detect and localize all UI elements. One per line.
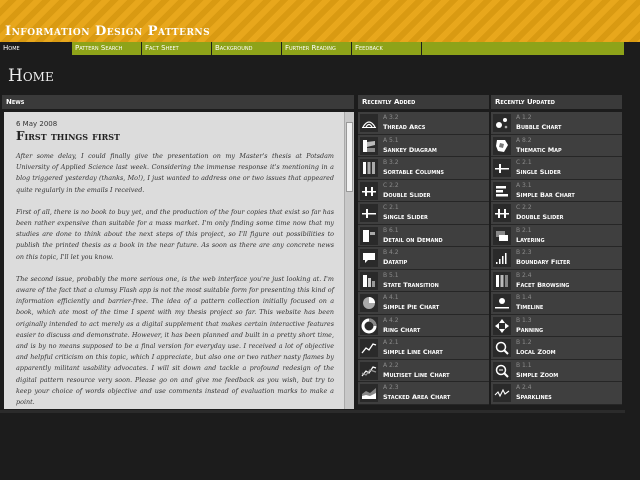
filter-icon (493, 249, 511, 267)
pattern-code: A 2.3 (383, 384, 399, 391)
pattern-list-item[interactable] (491, 112, 622, 135)
pattern-code: B 5.1 (383, 271, 399, 279)
pattern-name: Sankey Diagram (383, 145, 437, 154)
pattern-code: B 4.2 (383, 249, 399, 256)
pattern-name: Thread Arcs (383, 123, 426, 131)
pattern-name: State Transition (383, 280, 439, 289)
pattern-code: B 3.2 (383, 159, 399, 166)
pattern-list-item[interactable] (491, 270, 622, 293)
local-zoom-icon (493, 339, 511, 357)
nav-feedback[interactable]: Feedback (352, 42, 422, 55)
multiline-icon (360, 362, 378, 380)
pattern-list-item[interactable] (491, 157, 622, 180)
layering-icon (493, 227, 511, 245)
pattern-list-item[interactable] (491, 135, 622, 158)
pattern-name: Double Slider (383, 190, 431, 199)
pattern-code: A 2.4 (516, 384, 532, 391)
pattern-code: C 2.2 (516, 204, 532, 211)
pattern-list-item[interactable] (491, 315, 622, 338)
pattern-list-item[interactable] (491, 247, 622, 270)
pie-icon (360, 294, 378, 312)
news-scrollbar[interactable] (344, 112, 354, 409)
pattern-code: B 2.4 (516, 271, 532, 279)
news-paragraph: After some delay, I could finally give the presentation on my Master's thesis at Potsdam University of Applied Science last week. Considering the immense response it's mentioning in a blog triggered yesterday (thanks, Mo!), I just wanted to address one or two issues that appeared quite regularly in the emails I received. (16, 152, 334, 194)
pattern-name: Multiset Line Chart (383, 370, 450, 379)
news-heading: News (2, 95, 354, 109)
pattern-code: A 3.1 (516, 181, 532, 189)
pattern-code: A 1.2 (516, 114, 532, 121)
pattern-name: Ring Chart (383, 325, 421, 334)
detail-icon (360, 227, 378, 245)
pattern-name: Simple Line Chart (383, 348, 443, 356)
pattern-code: A 3.2 (383, 114, 399, 121)
single-slider-icon (360, 204, 378, 222)
pattern-list-item[interactable] (491, 225, 622, 248)
recently-updated-list (491, 112, 622, 405)
sparkline-icon (493, 384, 511, 402)
pattern-code: B 2.1 (516, 226, 532, 234)
nav-fact-sheet[interactable]: Fact Sheet (142, 42, 212, 55)
pattern-list-item[interactable] (491, 360, 622, 383)
pattern-name: Simple Pie Chart (383, 303, 440, 311)
pattern-code: A 8.2 (516, 136, 532, 144)
nav-further-reading[interactable]: Further Reading (282, 42, 352, 55)
pattern-name: Single Slider (516, 168, 561, 176)
pattern-name: Simple Bar Chart (516, 190, 575, 199)
double-slider-icon (360, 182, 378, 200)
pattern-name: Timeline (516, 303, 544, 311)
pattern-code: B 6.1 (383, 226, 399, 234)
pattern-name: Simple Zoom (516, 370, 559, 379)
timeline-icon (493, 294, 511, 312)
pattern-code: C 2.1 (516, 159, 532, 166)
pattern-name: Bubble Chart (516, 123, 562, 131)
pattern-list-item[interactable] (491, 202, 622, 225)
pattern-name: Stacked Area Chart (383, 393, 451, 401)
datatip-icon (360, 249, 378, 267)
news-paragraph: First of all, there is no book to buy yet, and the production of the four copies that exist so far has been rather expensive than suitable for a mass market. I'm only finding some time now that my studies are done to think about the next steps of this project, so I'll figure out possibilities to publish the printed thesis as a book in the near future. As soon as there are any concrete news on this topic, I'll let you know. (16, 207, 334, 261)
single-slider-icon (493, 159, 511, 177)
news-content (4, 112, 344, 409)
pattern-name: Sparklines (516, 393, 552, 401)
pattern-code: C 2.2 (383, 181, 399, 189)
footer-divider (0, 410, 625, 413)
zoom-icon (493, 362, 511, 380)
pattern-code: A 4.1 (383, 294, 399, 301)
news-date: 6 May 2008 (16, 120, 58, 128)
map-icon (493, 137, 511, 155)
pattern-list-item[interactable] (358, 360, 489, 383)
pattern-name: Detail on Demand (383, 235, 443, 244)
scrollbar-thumb[interactable] (346, 122, 353, 192)
pattern-name: Panning (516, 325, 544, 334)
pattern-list-item[interactable] (358, 180, 489, 203)
recently-updated-heading: Recently Updated (491, 95, 622, 109)
recently-added-heading: Recently Added (358, 95, 489, 109)
news-title: First things first (16, 129, 120, 143)
sankey-icon (360, 137, 378, 155)
recently-added-list (358, 112, 489, 405)
pattern-list-item[interactable] (358, 247, 489, 270)
main-nav (0, 42, 625, 55)
columns-icon (360, 159, 378, 177)
pattern-list-item[interactable] (358, 292, 489, 315)
pattern-name: Sortable Columns (383, 168, 444, 176)
pattern-list-item[interactable] (358, 225, 489, 248)
pattern-code: A 5.1 (383, 136, 399, 144)
pattern-name: Double Slider (516, 213, 564, 221)
arcs-icon (360, 114, 378, 132)
facet-icon (493, 272, 511, 290)
pattern-name: Boundary Filter (516, 258, 571, 266)
pattern-name: Thematic Map (516, 145, 562, 154)
pattern-name: Datatip (383, 258, 408, 266)
pattern-list-item[interactable] (358, 135, 489, 158)
nav-background[interactable]: Background (212, 42, 282, 55)
pattern-list-item[interactable] (358, 382, 489, 405)
news-panel (4, 112, 354, 409)
pattern-name: Layering (516, 235, 545, 244)
bar-icon (493, 182, 511, 200)
pattern-list-item[interactable] (358, 157, 489, 180)
line-icon (360, 339, 378, 357)
pattern-list-item[interactable] (358, 337, 489, 360)
double-slider-icon (493, 204, 511, 222)
pattern-name: Local Zoom (516, 348, 556, 356)
pattern-list-item[interactable] (358, 202, 489, 225)
pattern-list-item[interactable] (358, 315, 489, 338)
pattern-list-item[interactable] (491, 180, 622, 203)
pattern-list-item[interactable] (358, 270, 489, 293)
site-title[interactable]: Information Design Patterns (5, 24, 211, 39)
pattern-name: Single Slider (383, 213, 428, 221)
pattern-code: A 2.2 (383, 361, 399, 369)
header-banner (0, 0, 640, 42)
pattern-list-item[interactable] (491, 337, 622, 360)
pattern-code: B 1.3 (516, 316, 532, 324)
pattern-code: B 1.1 (516, 361, 532, 369)
transition-icon (360, 272, 378, 290)
pattern-code: A 2.1 (383, 339, 399, 346)
area-icon (360, 384, 378, 402)
pattern-code: B 2.3 (516, 249, 532, 256)
nav-spacer (422, 42, 625, 55)
panning-icon (493, 317, 511, 335)
nav-home[interactable]: Home (0, 42, 72, 55)
pattern-name: Facet Browsing (516, 280, 570, 289)
page-title: Home (8, 66, 54, 86)
pattern-code: A 4.2 (383, 316, 399, 324)
bubble-icon (493, 114, 511, 132)
pattern-code: C 2.1 (383, 204, 399, 211)
pattern-list-item[interactable] (491, 382, 622, 405)
news-paragraph: The second issue, probably the more serious one, is the web interface you're just looking at. I'm aware of the fact that a clumsy Flash app is not the most suitable form for presenting this kind of information efficiently and barrier-free. The idea of a pattern collection initially focused on a book, which ate most of the time I spent with my thesis project so far. This website has been originally intended to act merely as a digital supplement that makes certain interactive features easier to discuss and demonstrate. However, it has been planned and built in a pretty short time, and is by no means supposed to be a final version for everyday use. I received a lot of objective and helpful criticism on this topic, which I appreciate, but also one or two rather nasty flames by apparently militant usability advocates. I will sit down and tackle a profound redesign of the digital pattern resource very soon. Please go on and give me feedback as you wish, but try to keep your choice of words objective and use comments instead of evaluation marks to make a point. (16, 274, 334, 407)
pattern-list-item[interactable] (491, 292, 622, 315)
nav-pattern-search[interactable]: Pattern Search (72, 42, 142, 55)
pattern-list-item[interactable] (358, 112, 489, 135)
pattern-code: B 1.2 (516, 339, 532, 346)
ring-icon (360, 317, 378, 335)
pattern-code: B 1.4 (516, 294, 532, 301)
